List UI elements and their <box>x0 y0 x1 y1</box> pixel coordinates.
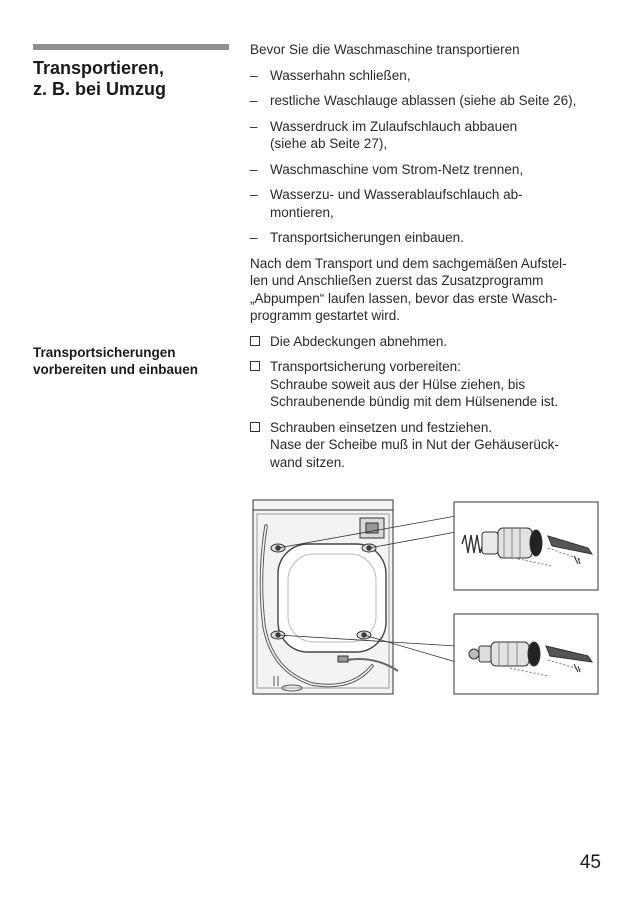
list-item: – Wasserzu- und Wasserablaufschlauch ab- montieren, <box>250 187 523 220</box>
list-item: – Wasserdruck im Zulaufschlauch abbauen (siehe ab Seite 27), <box>250 118 518 151</box>
transport-bolt-sleeve <box>482 528 542 558</box>
checkbox-square-icon <box>250 361 260 371</box>
dash-marker: – <box>250 93 258 108</box>
list-item: Schrauben einsetzen und festziehen. Nase der Scheibe muß in Nut der Gehäuserück- wand sitzen. <box>250 419 610 472</box>
list-item: – restliche Waschlauge ablassen (siehe ab Seite 26), <box>250 93 577 108</box>
subsection-title-line1: Transportsicherungen <box>33 345 176 360</box>
page-number: 45 <box>579 852 601 873</box>
section-rule <box>33 44 229 50</box>
detail-box-transport-lock-install <box>454 614 598 694</box>
list-item: – Wasserhahn schließen, <box>250 67 411 83</box>
checkbox-steps-list <box>250 333 610 472</box>
dash-marker: – <box>250 67 258 83</box>
checkbox-square-icon <box>250 422 260 432</box>
dash-marker: – <box>250 118 258 134</box>
dash-marker: – <box>250 187 258 202</box>
dash-marker: – <box>250 161 258 177</box>
transport-steps-list <box>250 67 610 247</box>
intro-text: Bevor Sie die Waschmaschine transportieren <box>250 42 520 57</box>
list-item: Transportsicherung vorbereiten: Schraube soweit aus der Hülse ziehen, bis Schraubenende bündig mit dem Hülsenende ist. <box>250 358 610 411</box>
detail-box-transport-lock-prepare <box>454 502 598 590</box>
after-transport-text: Nach dem Transport und dem sachgemäßen Aufstel- len und Anschließen zuerst das Zusatzprogramm „Abpumpen“ laufen lassen, bevor das erste Wasch- programm gestartet wird. <box>250 255 567 323</box>
subsection-title-line2: vorbereiten und einbauen <box>33 362 199 377</box>
list-item: – Waschmaschine vom Strom-Netz trennen, <box>250 161 524 177</box>
connection-box <box>360 518 384 538</box>
list-item: Die Abdeckungen abnehmen. <box>250 333 610 351</box>
washing-machine-rear-illustration <box>252 496 604 696</box>
section-title-line1: Transportieren, <box>33 58 165 78</box>
checkbox-square-icon <box>250 336 260 346</box>
dash-marker: – <box>250 230 258 245</box>
subsection-title <box>33 344 233 378</box>
main-content <box>250 41 610 471</box>
section-title <box>33 58 233 100</box>
list-item: – Transportsicherungen einbauen. <box>250 230 464 245</box>
section-title-line2: z. B. bei Umzug <box>33 79 167 99</box>
transport-bolt-sleeve-installed <box>491 642 540 666</box>
